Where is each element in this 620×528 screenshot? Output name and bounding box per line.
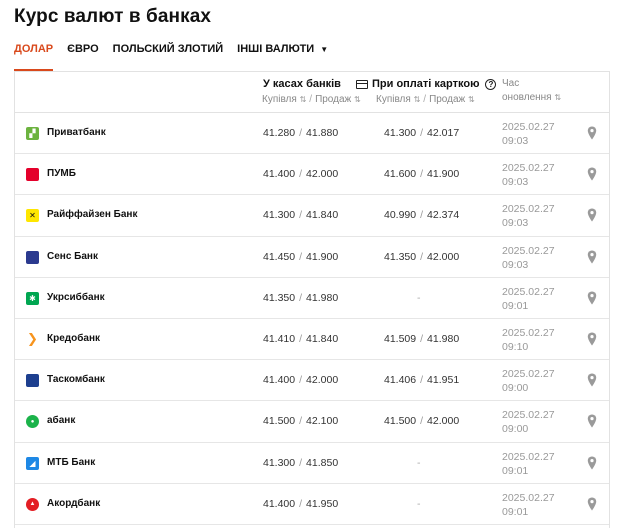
bank-name[interactable]: Кредобанк bbox=[47, 332, 101, 344]
accordbank-logo-icon: ▲ bbox=[26, 498, 39, 511]
tab-label: ІНШІ ВАЛЮТИ bbox=[237, 43, 315, 55]
card-sell: 42.000 bbox=[427, 250, 460, 263]
separator: / bbox=[420, 168, 424, 181]
cash-buy: 41.410 bbox=[263, 332, 296, 345]
separator: / bbox=[423, 94, 427, 105]
sort-icon: ⇅ bbox=[468, 95, 475, 104]
card-buy: 41.406 bbox=[384, 374, 417, 387]
cash-sort-controls bbox=[262, 94, 361, 105]
update-clock: 09:01 bbox=[502, 505, 529, 518]
cash-buy: 41.350 bbox=[263, 291, 296, 304]
separator: / bbox=[420, 374, 424, 387]
separator: / bbox=[420, 209, 424, 222]
kredobank-logo-icon: ❯ bbox=[27, 332, 38, 346]
tab-label: ЄВРО bbox=[67, 43, 99, 55]
tab-label: ДОЛАР bbox=[14, 43, 54, 55]
separator: / bbox=[299, 456, 303, 469]
separator: / bbox=[309, 94, 313, 105]
card-sell: 41.980 bbox=[427, 332, 460, 345]
cash-rate bbox=[263, 209, 338, 221]
tab-euro[interactable] bbox=[67, 43, 99, 71]
separator: / bbox=[299, 497, 303, 510]
update-time bbox=[502, 367, 555, 395]
time-column-title-line1: Час bbox=[502, 78, 520, 89]
map-pin-icon[interactable] bbox=[587, 208, 597, 222]
table-body bbox=[15, 113, 609, 525]
map-pin-icon[interactable] bbox=[587, 291, 597, 305]
card-buy: 40.990 bbox=[384, 209, 417, 222]
card-rate bbox=[384, 374, 459, 386]
cash-buy: 41.400 bbox=[263, 374, 296, 387]
sort-cash-buy[interactable]: Купівля ⇅ bbox=[262, 94, 307, 105]
cash-column-header bbox=[262, 78, 361, 105]
sort-icon: ⇅ bbox=[554, 93, 562, 102]
cash-sell: 42.000 bbox=[306, 168, 339, 181]
privatbank-logo-icon: ▞ bbox=[26, 127, 39, 140]
update-date: 2025.02.27 bbox=[502, 121, 555, 133]
separator: / bbox=[420, 250, 424, 263]
bank-name[interactable]: Приватбанк bbox=[47, 127, 106, 138]
update-date: 2025.02.27 bbox=[502, 326, 555, 339]
bank-name[interactable]: Укрсиббанк bbox=[47, 291, 105, 303]
sort-icon: ⇅ bbox=[413, 95, 421, 104]
cash-buy: 41.500 bbox=[263, 415, 296, 428]
cash-sell: 41.950 bbox=[306, 497, 339, 510]
taskombank-logo-icon bbox=[26, 374, 39, 387]
map-pin-icon[interactable] bbox=[587, 126, 597, 140]
tab-polish-zloty[interactable] bbox=[113, 43, 224, 71]
card-rate bbox=[384, 209, 459, 221]
map-pin-icon[interactable] bbox=[587, 332, 597, 346]
update-clock: 09:03 bbox=[502, 217, 529, 230]
map-pin-icon[interactable] bbox=[587, 414, 597, 428]
table-row[interactable] bbox=[15, 154, 609, 195]
bank-name[interactable]: Таскомбанк bbox=[47, 374, 105, 386]
table-row[interactable] bbox=[15, 443, 609, 484]
table-row[interactable] bbox=[15, 278, 609, 319]
map-pin-icon[interactable] bbox=[587, 456, 597, 470]
bank-name[interactable]: ПУМБ bbox=[47, 168, 76, 180]
card-rate-empty: - bbox=[417, 291, 421, 304]
card-rate bbox=[384, 333, 459, 345]
time-column-header[interactable] bbox=[502, 78, 561, 103]
update-date: 2025.02.27 bbox=[502, 162, 555, 175]
bank-name[interactable]: Райффайзен Банк bbox=[47, 209, 138, 221]
cash-column-title: У касах банків bbox=[263, 78, 341, 90]
table-row[interactable] bbox=[15, 484, 609, 525]
ukrsibbank-logo-icon: ✱ bbox=[26, 292, 39, 305]
update-date: 2025.02.27 bbox=[502, 368, 555, 381]
pumb-logo-icon bbox=[26, 168, 39, 181]
table-row[interactable] bbox=[15, 401, 609, 442]
update-clock: 09:00 bbox=[502, 382, 529, 395]
card-sell: 42.000 bbox=[427, 415, 460, 428]
tab-label: ПОЛЬСКИЙ ЗЛОТИЙ bbox=[112, 43, 224, 55]
map-pin-icon[interactable] bbox=[587, 250, 597, 264]
sort-icon: ⇅ bbox=[299, 95, 307, 104]
update-clock: 09:10 bbox=[502, 340, 529, 353]
card-buy: 41.500 bbox=[384, 415, 417, 428]
table-row[interactable] bbox=[15, 360, 609, 401]
card-sell: 42.017 bbox=[427, 127, 460, 139]
update-date: 2025.02.27 bbox=[502, 244, 555, 257]
update-time bbox=[502, 202, 555, 230]
page-title: Курс валют в банках bbox=[14, 6, 212, 27]
table-row[interactable] bbox=[15, 195, 609, 236]
cash-rate bbox=[263, 374, 338, 386]
cash-sell: 41.980 bbox=[306, 291, 339, 304]
raiffeisen-logo-icon: ✕ bbox=[26, 209, 39, 222]
card-column-title bbox=[356, 78, 496, 90]
separator: / bbox=[299, 291, 303, 304]
card-sell: 42.374 bbox=[427, 209, 460, 222]
card-rate bbox=[384, 415, 459, 427]
separator: / bbox=[299, 209, 303, 222]
update-clock: 09:03 bbox=[502, 135, 529, 147]
bank-name[interactable]: Акордбанк bbox=[47, 497, 101, 509]
separator: / bbox=[299, 250, 303, 263]
update-time bbox=[502, 120, 555, 148]
card-rate bbox=[384, 168, 459, 180]
separator: / bbox=[420, 127, 424, 139]
card-sell: 41.900 bbox=[427, 168, 460, 181]
bank-name[interactable]: МТБ Банк bbox=[47, 456, 96, 468]
separator: / bbox=[299, 415, 303, 428]
card-column-title-text: При оплаті карткою bbox=[372, 78, 480, 90]
bank-name[interactable]: абанк bbox=[47, 415, 76, 427]
caret-down-icon: ▼ bbox=[320, 45, 329, 54]
cash-sell: 41.840 bbox=[306, 332, 339, 345]
bank-name[interactable]: Сенс Банк bbox=[47, 250, 98, 262]
update-date: 2025.02.27 bbox=[502, 409, 555, 422]
cash-buy: 41.400 bbox=[263, 497, 296, 510]
sort-cash-sell[interactable]: Продаж ⇅ bbox=[315, 94, 361, 105]
update-clock: 09:03 bbox=[502, 258, 529, 271]
cash-buy: 41.300 bbox=[263, 456, 296, 469]
cash-rate bbox=[263, 415, 338, 427]
help-icon[interactable]: ? bbox=[485, 79, 496, 90]
separator: / bbox=[299, 168, 303, 181]
update-clock: 09:00 bbox=[502, 423, 529, 436]
card-buy: 41.600 bbox=[384, 168, 417, 181]
map-pin-icon[interactable] bbox=[587, 167, 597, 181]
card-buy: 41.509 bbox=[384, 332, 417, 345]
tab-dollar[interactable] bbox=[14, 43, 53, 71]
table-row[interactable] bbox=[15, 113, 609, 154]
update-time bbox=[502, 161, 555, 189]
cash-rate bbox=[263, 498, 338, 510]
table-row[interactable] bbox=[15, 319, 609, 360]
cash-buy: 41.400 bbox=[263, 168, 296, 181]
update-time bbox=[502, 491, 555, 519]
card-sell: 41.951 bbox=[427, 374, 460, 387]
update-date: 2025.02.27 bbox=[502, 491, 555, 504]
separator: / bbox=[420, 332, 424, 345]
card-sort-controls bbox=[376, 94, 496, 105]
card-rate bbox=[384, 251, 459, 263]
credit-card-icon bbox=[356, 80, 368, 89]
update-time bbox=[502, 450, 555, 478]
rates-table bbox=[14, 71, 610, 528]
cash-sell: 41.850 bbox=[306, 456, 339, 469]
sense-bank-logo-icon bbox=[26, 251, 39, 264]
update-time bbox=[502, 244, 555, 272]
update-date: 2025.02.27 bbox=[502, 450, 555, 463]
cash-sell: 41.880 bbox=[306, 127, 339, 139]
update-clock: 09:01 bbox=[502, 299, 529, 312]
tab-other-currencies[interactable] bbox=[237, 43, 328, 71]
abank-logo-icon: ● bbox=[26, 415, 39, 428]
update-time bbox=[502, 408, 555, 436]
cash-sell: 41.900 bbox=[306, 250, 339, 263]
card-rate-empty: - bbox=[417, 456, 421, 469]
cash-rate bbox=[263, 292, 338, 304]
map-pin-icon[interactable] bbox=[587, 373, 597, 387]
separator: / bbox=[299, 127, 303, 139]
update-clock: 09:01 bbox=[502, 464, 529, 477]
table-header bbox=[15, 72, 609, 113]
sort-icon: ⇅ bbox=[354, 95, 361, 104]
table-row[interactable] bbox=[15, 237, 609, 278]
cash-rate bbox=[263, 168, 338, 180]
map-pin-icon[interactable] bbox=[587, 497, 597, 511]
cash-rate bbox=[263, 127, 338, 139]
cash-buy: 41.450 bbox=[263, 250, 296, 263]
mtb-bank-logo-icon: ◢ bbox=[26, 457, 39, 470]
card-column-header bbox=[356, 78, 496, 105]
update-date: 2025.02.27 bbox=[502, 203, 555, 216]
cash-rate bbox=[263, 457, 338, 469]
cash-rate bbox=[263, 251, 338, 263]
card-rate-empty: - bbox=[417, 497, 421, 510]
separator: / bbox=[420, 415, 424, 428]
cash-buy: 41.280 bbox=[263, 127, 296, 139]
update-clock: 09:03 bbox=[502, 176, 529, 189]
cash-sell: 41.840 bbox=[306, 209, 339, 222]
card-rate bbox=[384, 127, 459, 139]
cash-rate bbox=[263, 333, 338, 345]
cash-sell: 42.100 bbox=[306, 415, 339, 428]
update-time bbox=[502, 326, 555, 354]
currency-tabs bbox=[14, 43, 342, 71]
update-time bbox=[502, 285, 555, 313]
sort-card-sell[interactable]: Продаж ⇅ bbox=[429, 94, 475, 105]
card-buy: 41.300 bbox=[384, 127, 417, 139]
cash-buy: 41.300 bbox=[263, 209, 296, 222]
cash-sell: 42.000 bbox=[306, 374, 339, 387]
separator: / bbox=[299, 332, 303, 345]
sort-card-buy[interactable]: Купівля ⇅ bbox=[376, 94, 421, 105]
update-date: 2025.02.27 bbox=[502, 285, 555, 298]
card-buy: 41.350 bbox=[384, 250, 417, 263]
time-column-title-line2: оновлення ⇅ bbox=[502, 92, 562, 103]
separator: / bbox=[299, 374, 303, 387]
